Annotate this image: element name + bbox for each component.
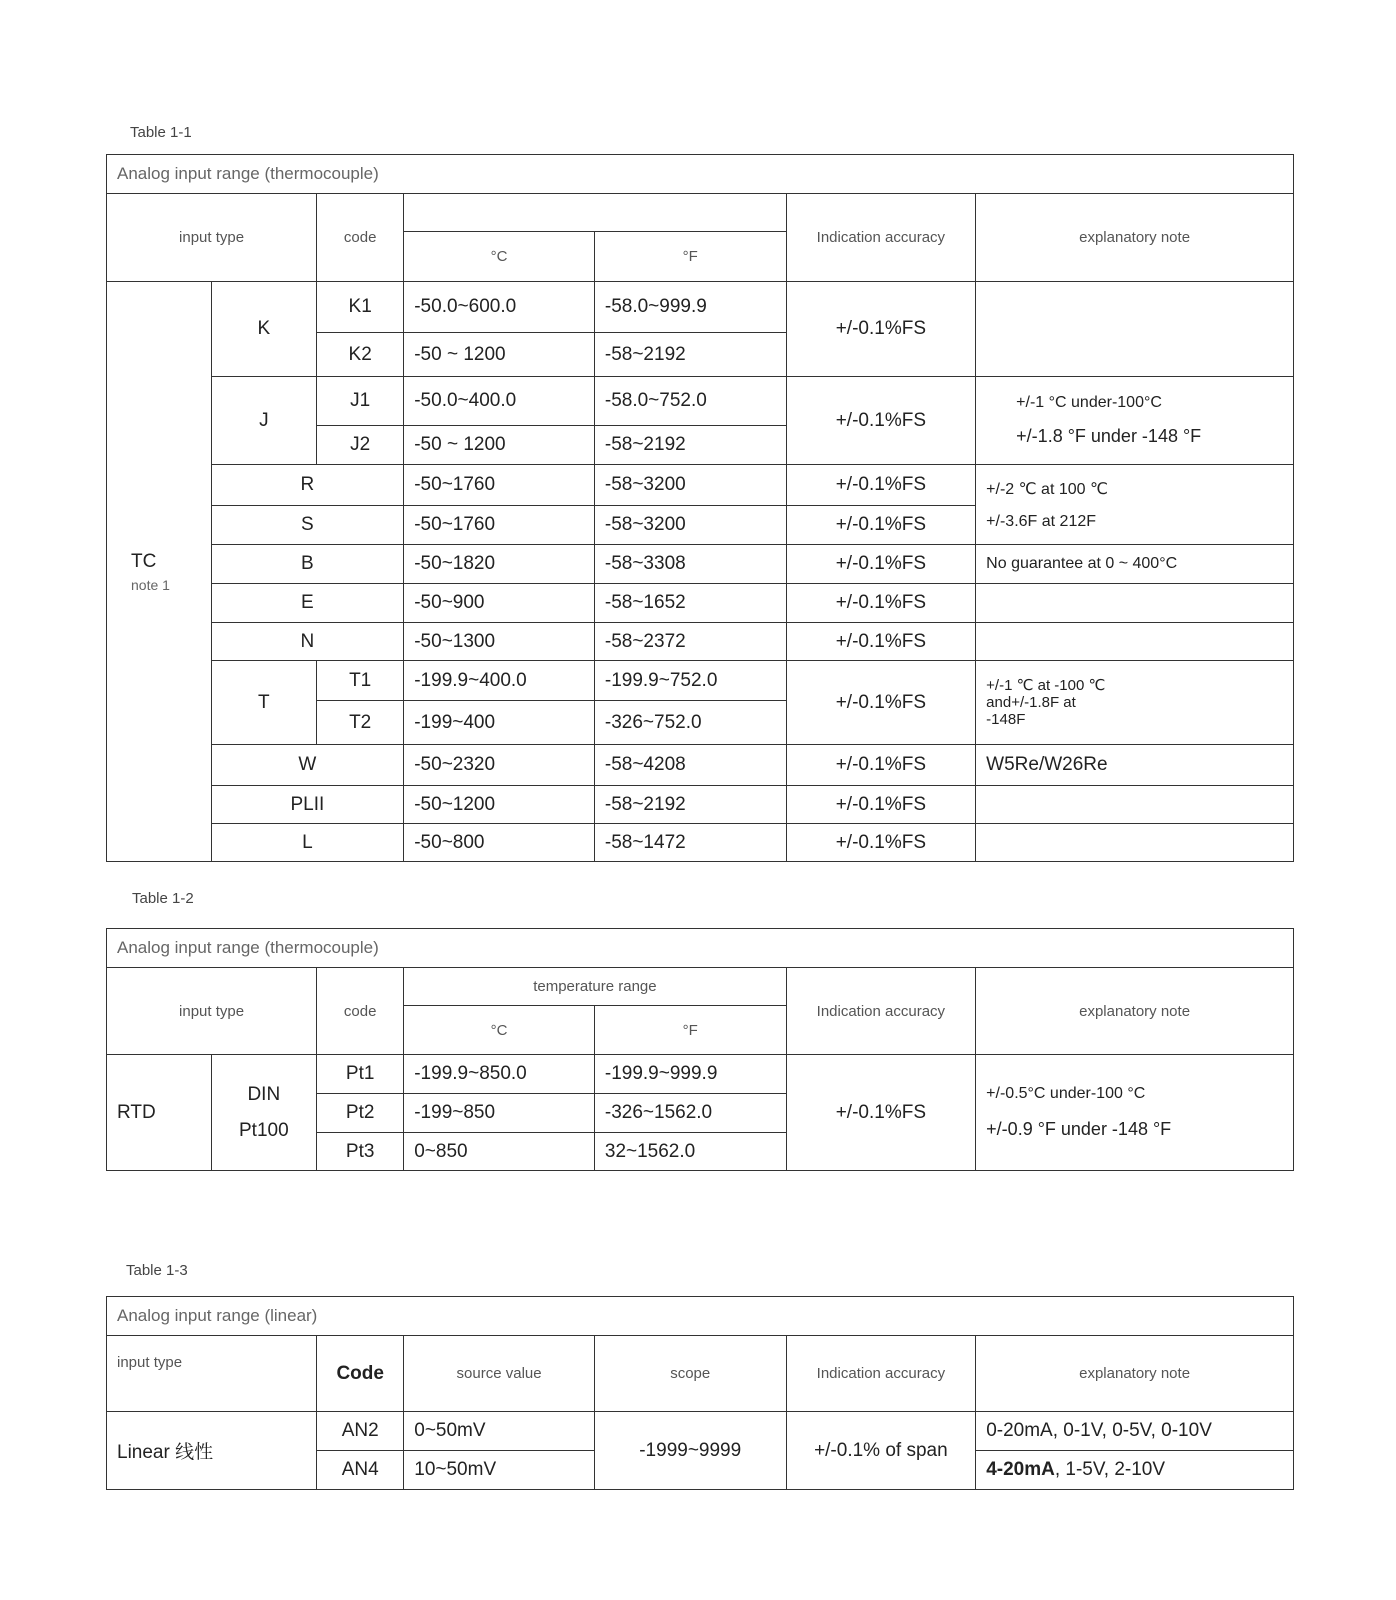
- source-value: 0~50mV: [404, 1412, 595, 1451]
- type-b: B: [211, 545, 404, 584]
- header-fahrenheit: °F: [594, 1006, 786, 1055]
- header-input-type: input type: [107, 194, 317, 282]
- range-f: -58~3200: [594, 506, 786, 545]
- note-line: +/-1 °C under-100°C: [1016, 394, 1162, 411]
- range-c: -50.0~600.0: [404, 282, 595, 333]
- code-pt2: Pt2: [317, 1094, 404, 1133]
- code-j2: J2: [317, 426, 404, 465]
- rtd-type-cell: [211, 1055, 317, 1171]
- header-accuracy: Indication accuracy: [786, 968, 976, 1055]
- note-text: , 1-5V, 2-10V: [1054, 1459, 1166, 1480]
- note-line: +/-3.6F at 212F: [986, 512, 1097, 530]
- range-c: -50~1760: [404, 506, 595, 545]
- table-title: Analog input range (thermocouple): [107, 929, 1294, 968]
- range-c: -50.0~400.0: [404, 377, 595, 426]
- range-f: -58~2192: [594, 333, 786, 377]
- header-fahrenheit: °F: [594, 232, 786, 282]
- range-c: -50~1820: [404, 545, 595, 584]
- range-f: -58~1652: [594, 584, 786, 623]
- accuracy: +/-0.1%FS: [786, 824, 976, 862]
- range-f: -199.9~999.9: [594, 1055, 786, 1094]
- range-f: 32~1562.0: [594, 1133, 786, 1171]
- range-f: -58~2372: [594, 623, 786, 661]
- table-thermocouple: [106, 154, 1294, 862]
- range-c: -50 ~ 1200: [404, 333, 595, 377]
- code-t1: T1: [317, 661, 404, 701]
- accuracy: +/-0.1%FS: [786, 1055, 976, 1171]
- type-j: J: [211, 377, 317, 465]
- header-accuracy: Indication accuracy: [786, 1336, 976, 1412]
- note-empty: [976, 282, 1294, 377]
- type-t: T: [211, 661, 317, 745]
- range-c: -50~1760: [404, 465, 595, 506]
- note-bold: 4-20mA: [986, 1459, 1055, 1480]
- range-c: -50~800: [404, 824, 595, 862]
- header-celsius: °C: [404, 232, 595, 282]
- header-code: Code: [317, 1336, 404, 1412]
- rtd-group: RTD: [107, 1055, 212, 1171]
- note-an4: [976, 1451, 1294, 1490]
- code-j1: J1: [317, 377, 404, 426]
- range-f: -58~2192: [594, 786, 786, 824]
- type-e: E: [211, 584, 404, 623]
- header-code: code: [317, 968, 404, 1055]
- header-celsius: °C: [404, 1006, 595, 1055]
- range-c: -50~1200: [404, 786, 595, 824]
- range-c: -50~1300: [404, 623, 595, 661]
- note-j: [976, 377, 1294, 465]
- type-r: R: [211, 465, 404, 506]
- header-source-value: source value: [404, 1336, 595, 1412]
- range-c: -50 ~ 1200: [404, 426, 595, 465]
- range-c: 0~850: [404, 1133, 595, 1171]
- note-rs: [976, 465, 1294, 545]
- range-f: -58.0~999.9: [594, 282, 786, 333]
- note-empty: [976, 824, 1294, 862]
- table-rtd: [106, 928, 1294, 1171]
- tc-group-note: note 1: [131, 576, 170, 593]
- code-pt3: Pt3: [317, 1133, 404, 1171]
- rtd-type-line: Pt100: [239, 1119, 289, 1141]
- header-scope: scope: [594, 1336, 786, 1412]
- rtd-type-line: DIN: [247, 1083, 281, 1105]
- accuracy: +/-0.1%FS: [786, 661, 976, 745]
- type-s: S: [211, 506, 404, 545]
- note-line: +/-1 ℃ at -100 ℃: [986, 677, 1106, 694]
- range-f: -58~1472: [594, 824, 786, 862]
- table-title: Analog input range (thermocouple): [107, 155, 1294, 194]
- range-f: -326~752.0: [594, 701, 786, 745]
- code-an2: AN2: [317, 1412, 404, 1451]
- header-range-blank: [404, 194, 786, 232]
- accuracy: +/-0.1%FS: [786, 545, 976, 584]
- range-c: -50~900: [404, 584, 595, 623]
- accuracy: +/-0.1%FS: [786, 506, 976, 545]
- header-code: code: [317, 194, 404, 282]
- note-empty: [976, 584, 1294, 623]
- type-w: W: [211, 745, 404, 786]
- accuracy: +/-0.1%FS: [786, 745, 976, 786]
- tc-group-label: TC: [131, 550, 157, 572]
- range-c: -199~400: [404, 701, 595, 745]
- note-b: No guarantee at 0 ~ 400°C: [976, 545, 1294, 584]
- table-title: Analog input range (linear): [107, 1297, 1294, 1336]
- range-c: -199.9~850.0: [404, 1055, 595, 1094]
- type-k: K: [211, 282, 317, 377]
- header-input-type: input type: [107, 968, 317, 1055]
- accuracy: +/-0.1%FS: [786, 377, 976, 465]
- note-t: [976, 661, 1294, 745]
- note-line: +/-2 ℃ at 100 ℃: [986, 480, 1108, 498]
- note-line: +/-0.5°C under-100 °C: [986, 1085, 1146, 1102]
- header-note: explanatory note: [976, 968, 1294, 1055]
- range-c: -199.9~400.0: [404, 661, 595, 701]
- note-an2: [976, 1412, 1294, 1451]
- note-text: 0-20mA, 0-1V, 0-5V, 0-10V: [986, 1420, 1212, 1441]
- code-pt1: Pt1: [317, 1055, 404, 1094]
- source-value: 10~50mV: [404, 1451, 595, 1490]
- type-plii: PLII: [211, 786, 404, 824]
- type-l: L: [211, 824, 404, 862]
- accuracy: +/-0.1%FS: [786, 623, 976, 661]
- table-2-caption: Table 1-2: [132, 890, 194, 907]
- header-note: explanatory note: [976, 194, 1294, 282]
- range-f: -58~2192: [594, 426, 786, 465]
- note-w: W5Re/W26Re: [976, 745, 1294, 786]
- header-temperature-range: temperature range: [404, 968, 786, 1006]
- type-n: N: [211, 623, 404, 661]
- accuracy: +/-0.1%FS: [786, 282, 976, 377]
- range-f: -58~4208: [594, 745, 786, 786]
- range-f: -58~3200: [594, 465, 786, 506]
- code-k1: K1: [317, 282, 404, 333]
- accuracy: +/-0.1%FS: [786, 584, 976, 623]
- table-1-caption: Table 1-1: [130, 124, 192, 141]
- note-line: +/-0.9 °F under -148 °F: [986, 1119, 1172, 1139]
- header-accuracy: Indication accuracy: [786, 194, 976, 282]
- header-input-type: input type: [107, 1336, 317, 1412]
- code-an4: AN4: [317, 1451, 404, 1490]
- note-rtd: [976, 1055, 1294, 1171]
- accuracy: +/-0.1%FS: [786, 786, 976, 824]
- note-line: +/-1.8 °F under -148 °F: [1016, 426, 1202, 446]
- range-c: -199~850: [404, 1094, 595, 1133]
- range-f: -326~1562.0: [594, 1094, 786, 1133]
- code-k2: K2: [317, 333, 404, 377]
- scope: -1999~9999: [594, 1412, 786, 1490]
- header-note: explanatory note: [976, 1336, 1294, 1412]
- code-t2: T2: [317, 701, 404, 745]
- tc-group-cell: [107, 282, 212, 862]
- note-line: -148F: [986, 711, 1026, 728]
- note-line: and+/-1.8F at: [986, 694, 1076, 711]
- range-f: -199.9~752.0: [594, 661, 786, 701]
- accuracy: +/-0.1% of span: [786, 1412, 976, 1490]
- range-f: -58.0~752.0: [594, 377, 786, 426]
- table-linear: [106, 1296, 1294, 1490]
- accuracy: +/-0.1%FS: [786, 465, 976, 506]
- note-empty: [976, 623, 1294, 661]
- linear-type: Linear 线性: [107, 1412, 317, 1490]
- table-3-caption: Table 1-3: [126, 1262, 188, 1279]
- range-c: -50~2320: [404, 745, 595, 786]
- note-empty: [976, 786, 1294, 824]
- range-f: -58~3308: [594, 545, 786, 584]
